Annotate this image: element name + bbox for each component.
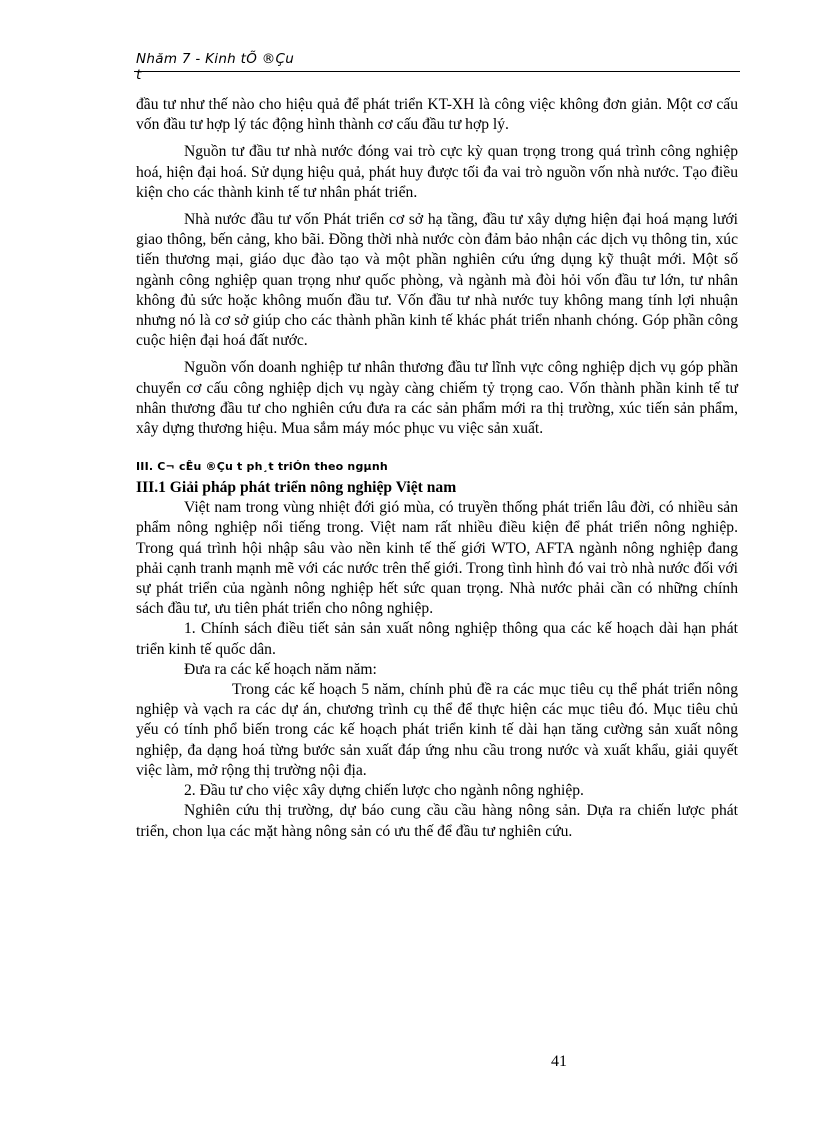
paragraph: Nguồn tư đầu tư nhà nước đóng vai trò cực kỳ quan trọng trong quá trình công nghiệp hoá, hiện đại hoá. Sử dụng hiệu quả, phát huy được tối đa vai trò nguồn vốn nhà nước. Tạo điều kiện cho các thành kinh tế tư nhân phát triển. — [136, 143, 738, 201]
paragraph: Nghiên cứu thị trường, dự báo cung cầu cầu hàng nông sản. Dựa ra chiến lược phát triển, chon lụa các mặt hàng nông sản có ưu thế để đầu tư nghiên cứu. — [136, 802, 738, 840]
paragraph: Nhà nước đầu tư vốn Phát triển cơ sở hạ tầng, đầu tư xây dựng hiện đại hoá mạng lưới giao thông, bến cảng, kho bãi. Đồng thời nhà nước còn đảm bảo nhận các dịch vụ thông tin, xúc tiến thương mại, giáo dục đào tạo và một phần nghiên cứu ứng dụng kỹ thuật mới. Một số ngành công nghiệp quan trọng như quốc phòng, và ngành mà đòi hỏi vốn đầu tư lớn, tư nhân không đủ sức hoặc không muốn đầu tư. Vốn đầu tư nhà nước tuy không mang tính lợi nhuận nhưng nó là cơ sở giúp cho các thành phần kinh tế khác phát triển nhanh chóng. Góp phần công cuộc hiện đại hoá đất nước. — [136, 211, 738, 350]
numbered-item: 1. Chính sách điều tiết sản sản xuất nông nghiệp thông qua các kế hoạch dài hạn phát triển kinh tế quốc dân. — [136, 620, 738, 658]
body-text — [136, 95, 738, 842]
paragraph: đầu tư như thế nào cho hiệu quả để phát triển KT-XH là công việc không đơn giản. Một cơ cấu vốn đầu tư hợp lý tác động hình thành cơ cấu đầu tư hợp lý. — [136, 96, 738, 134]
subsection-heading: III.1 Giải pháp phát triển nông nghiệp Việt nam — [136, 479, 457, 497]
page-number: 41 — [551, 1053, 567, 1070]
paragraph: Việt nam trong vùng nhiệt đới gió mùa, có truyền thống phát triển lâu đời, có nhiều sản phẩm nông nghiệp nổi tiếng trong. Việt nam rất nhiều điều kiện để phát triển nông nghiệp. Trong quá trình hội nhập sâu vào nền kinh tế thế giới WTO, AFTA ngành nông nghiệp đang phải cạnh tranh mạnh mẽ với các nước trên thế giới. Trong tình hình đó vai trò nhà nước đối với sự phát triển của ngành nông nghiệp hết sức quan trọng. Nhà nước phải cần có những chính sách đầu tư, ưu tiên phát triển cho nông nghiệp. — [136, 499, 738, 618]
section-heading: III. C¬ cÊu ®Çu t ph¸t triÓn theo ngµnh — [136, 460, 388, 474]
paragraph: Nguồn vốn doanh nghiệp tư nhân thương đầu tư lĩnh vực công nghiệp dịch vụ góp phần chuyển cơ cấu công nghiệp dịch vụ ngày càng chiếm tỷ trọng cao. Vốn thành phần kinh tế tư nhân thương đầu tư cho nghiên cứu đưa ra các sản phẩm mới ra thị trường, xúc tiến sản phẩm, xây dựng thương hiệu. Mua sắm máy móc phục vu việc sản xuất. — [136, 359, 738, 438]
paragraph: Đưa ra các kế hoạch năm năm: — [184, 660, 377, 678]
paragraph: Trong các kế hoạch 5 năm, chính phủ đề ra các mục tiêu cụ thể phát triển nông nghiệp và vạch ra các dự án, chương trình cụ thể để thực hiện các mục tiêu đó. Mục tiêu chủ yếu có tính phổ biến trong các kế hoạch phát triển kinh tế dài hạn tăng cường sản xuất nông nghiệp, đa dạng hoá từng bước sản xuất đáp ứng nhu cầu trong nước và xuất khẩu, giải quyết việc làm, mở rộng thị trường nội địa. — [136, 681, 738, 779]
numbered-item: 2. Đầu tư cho việc xây dựng chiến lược cho ngành nông nghiệp. — [184, 782, 584, 800]
header-divider — [134, 71, 740, 72]
running-header: Nhăm 7 - Kinh tÕ ®Çu t — [136, 51, 295, 83]
